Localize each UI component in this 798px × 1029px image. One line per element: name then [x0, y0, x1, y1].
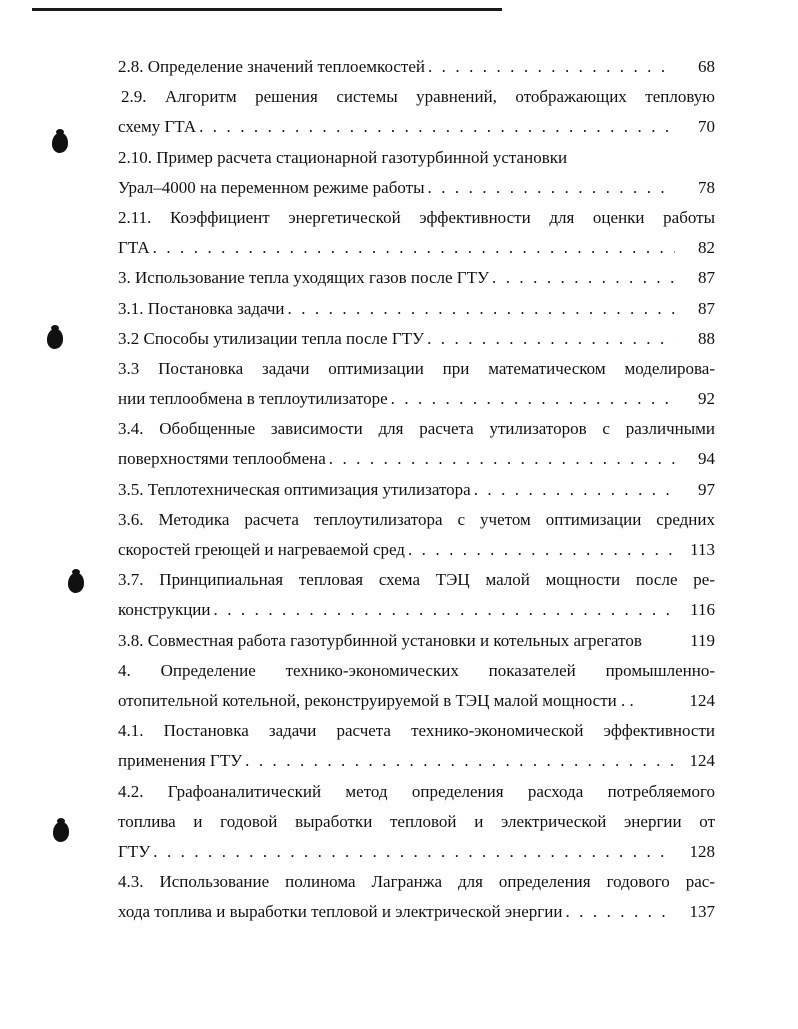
toc-entry-title-continued: хода топлива и выработки тепловой и электрической энергии	[118, 902, 563, 922]
dot-leader	[329, 444, 675, 474]
top-rule	[32, 8, 502, 11]
toc-entry-title-continued: нии теплообмена в теплоутилизаторе	[118, 389, 388, 409]
dot-leader	[214, 595, 675, 625]
toc-entry[interactable]	[118, 324, 715, 354]
toc-entry-title: 3.6. Методика расчета теплоутилизатора с учетом оптимизации средних	[118, 509, 715, 529]
toc-entry[interactable]	[118, 294, 715, 324]
toc-page-number: 137	[689, 902, 715, 922]
dot-leader	[408, 535, 675, 565]
toc-page-number: 128	[689, 841, 715, 861]
toc-entry-title-continued: применения ГТУ	[118, 751, 243, 771]
toc-entry-title-continued: топлива и годовой выработки тепловой и электрической энергии от	[118, 811, 715, 831]
toc-page-number: 87	[698, 268, 715, 288]
dot-leader	[565, 897, 675, 927]
toc-entry-title: 3.2 Способы утилизации тепла после ГТУ	[118, 328, 425, 348]
toc-entry-title: 4. Определение технико-экономических показателей промышленно-	[118, 660, 715, 680]
toc-entry[interactable]	[118, 143, 715, 203]
dot-leader	[492, 263, 675, 293]
toc-page-number: 87	[698, 298, 715, 318]
toc-entry-title-continued: схему ГТА	[118, 117, 197, 137]
toc-page-number: 119	[690, 630, 715, 650]
toc-entry-title-continued: конструкции	[118, 600, 211, 620]
toc-entry-title-continued: отопительной котельной, реконструируемой в ТЭЦ малой мощности . .	[118, 690, 634, 710]
toc-entry[interactable]	[118, 867, 715, 927]
ink-blot-1	[52, 133, 68, 153]
toc-page-number: 124	[689, 751, 715, 771]
toc-entry[interactable]	[118, 52, 715, 82]
toc-page-number: 94	[698, 449, 715, 469]
toc-page-number: 92	[698, 389, 715, 409]
toc-page-number: 68	[698, 57, 715, 76]
dot-leader	[199, 112, 675, 142]
toc-entry-title-continued: поверхностями теплообмена	[118, 449, 326, 469]
toc-entry-title: 3. Использование тепла уходящих газов после ГТУ	[118, 268, 490, 288]
toc-entry[interactable]	[118, 414, 715, 474]
toc-entry-title: 3.8. Совместная работа газотурбинной установки и котельных агрегатов	[118, 630, 642, 650]
toc-entry[interactable]	[118, 565, 715, 625]
dot-leader	[474, 475, 675, 505]
dot-leader	[428, 173, 676, 203]
toc-entry-title: 2.8. Определение значений теплоемкостей	[118, 57, 425, 76]
table-of-contents	[118, 52, 715, 927]
toc-page-number: 113	[690, 540, 715, 559]
toc-page-number: 97	[698, 479, 715, 499]
toc-entry-title: 3.4. Обобщенные зависимости для расчета утилизаторов с различными	[118, 419, 715, 439]
toc-entry-title-continued: ГТУ	[118, 841, 151, 861]
toc-entry-title: 4.1. Постановка задачи расчета технико-экономической эффективности	[118, 721, 715, 741]
toc-page-number: 70	[698, 117, 715, 137]
toc-entry[interactable]	[118, 354, 715, 414]
dot-leader	[427, 324, 675, 354]
toc-entry[interactable]	[118, 263, 715, 293]
dot-leader	[288, 294, 675, 324]
toc-entry-title: 2.10. Пример расчета стационарной газотурбинной установки	[118, 147, 568, 167]
dot-leader	[153, 233, 675, 263]
ink-blot-3	[68, 573, 84, 593]
toc-entry[interactable]	[118, 203, 715, 263]
toc-page-number: 88	[698, 328, 715, 348]
toc-entry[interactable]	[118, 505, 715, 565]
toc-entry[interactable]	[118, 475, 715, 505]
toc-entry-title: 3.7. Принципиальная тепловая схема ТЭЦ малой мощности после ре-	[118, 570, 715, 590]
toc-entry-title-continued: ГТА	[118, 238, 150, 258]
toc-page-number: 124	[689, 690, 715, 710]
ink-blot-4	[53, 822, 69, 842]
toc-entry[interactable]	[118, 626, 715, 656]
toc-entry-title: 2.11. Коэффициент энергетической эффективности для оценки работы	[118, 207, 715, 227]
dot-leader	[428, 52, 675, 82]
dot-leader	[153, 837, 675, 867]
toc-entry-title: 3.3 Постановка задачи оптимизации при математическом моделирова-	[118, 358, 715, 378]
ink-blot-2	[47, 329, 63, 349]
dot-leader	[391, 384, 675, 414]
toc-entry[interactable]	[118, 716, 715, 776]
toc-entry-title: 3.5. Теплотехническая оптимизация утилизатора	[118, 479, 471, 499]
toc-entry-title: 2.9. Алгоритм решения системы уравнений, отображающих тепловую	[121, 87, 715, 107]
toc-entry[interactable]	[118, 82, 715, 142]
dot-leader	[245, 746, 675, 776]
toc-page-number: 82	[698, 238, 715, 258]
toc-entry-title: 4.2. Графоаналитический метод определения расхода потребляемого	[118, 781, 715, 801]
toc-page-number: 116	[690, 600, 715, 620]
toc-entry-title-continued: Урал–4000 на переменном режиме работы	[118, 177, 425, 197]
toc-page-number: 78	[698, 177, 715, 197]
toc-entry-title: 4.3. Использование полинома Лагранжа для определения годового рас-	[118, 872, 715, 892]
toc-entry-title-continued: скоростей греющей и нагреваемой сред	[118, 540, 405, 559]
toc-entry[interactable]	[118, 777, 715, 868]
toc-entry-title: 3.1. Постановка задачи	[118, 298, 285, 318]
toc-entry[interactable]	[118, 656, 715, 716]
